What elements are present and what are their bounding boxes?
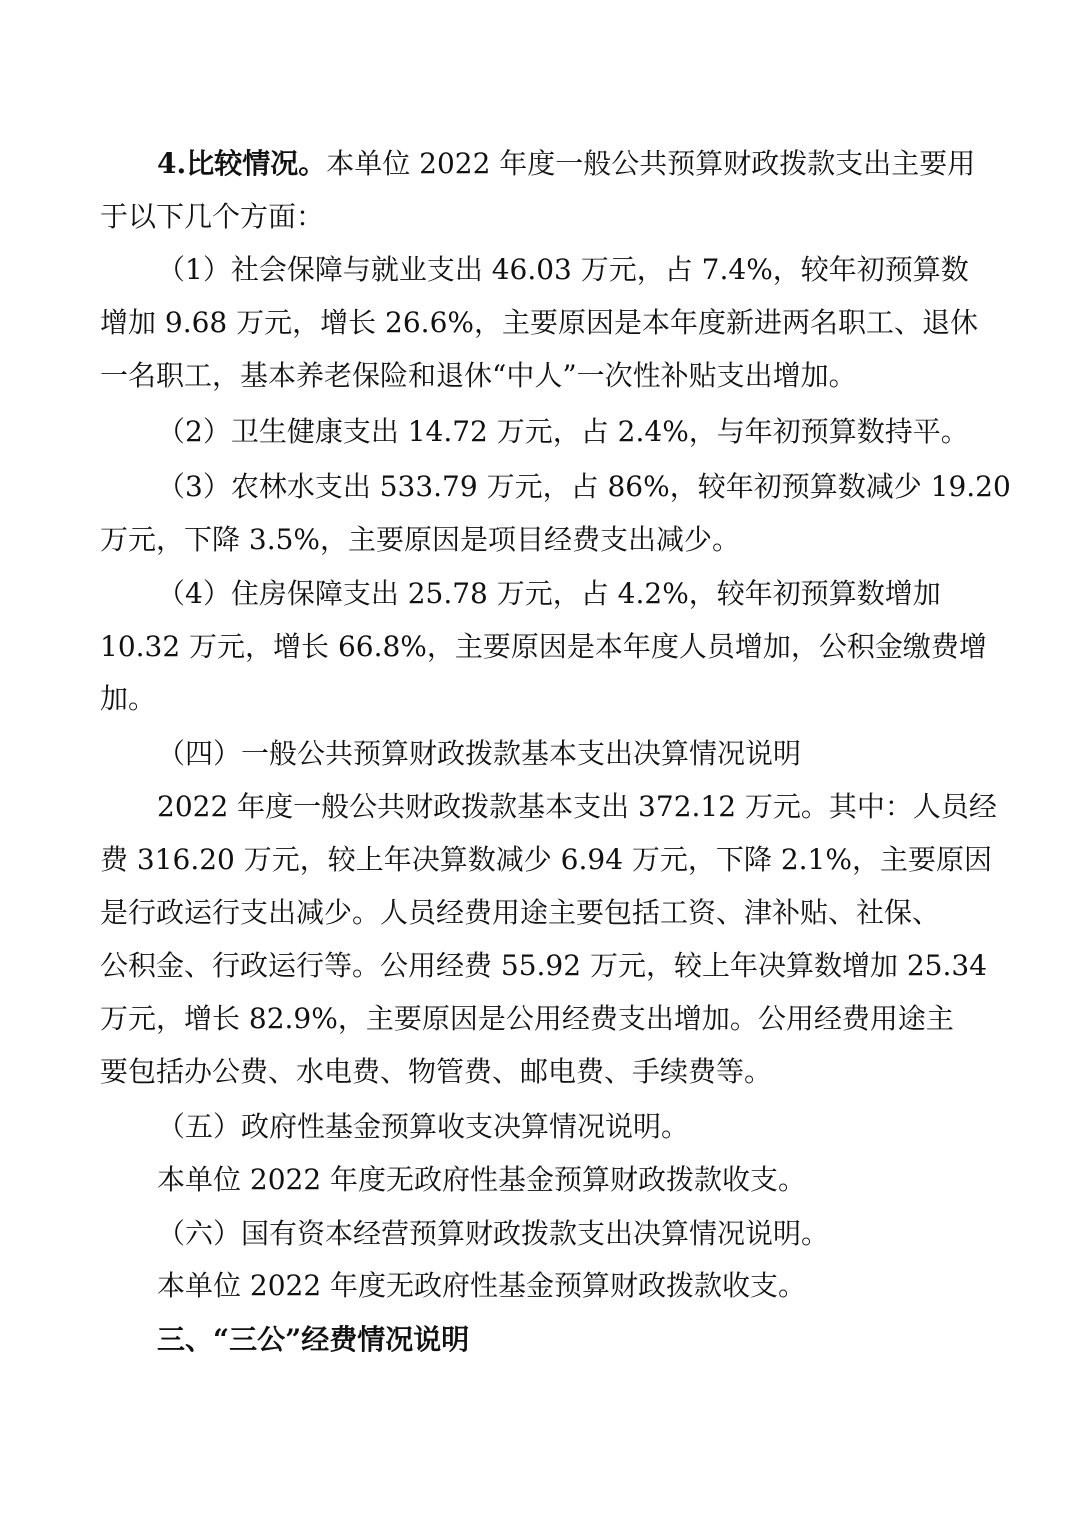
line-text: （3）农林水支出 533.79 万元，占 86%，较年初预算数减少 19.20 (157, 470, 1011, 503)
paragraph-line-13 (157, 787, 997, 827)
line-text: （2）卫生健康支出 14.72 万元，占 2.4%，与年初预算数持平。 (157, 415, 969, 448)
line-text: （4）住房保障支出 25.78 万元，占 4.2%，较年初预算数增加 (157, 577, 941, 610)
paragraph-line-9 (157, 574, 941, 614)
paragraph-line-10 (100, 627, 987, 667)
paragraph-line-11 (100, 679, 156, 719)
line-text: 三、“三公”经费情况说明 (157, 1323, 470, 1356)
line-text: 本单位 2022 年度无政府性基金预算财政拨款收支。 (157, 1163, 807, 1196)
paragraph-line-4 (100, 303, 978, 343)
line-text: 本单位 2022 年度无政府性基金预算财政拨款收支。 (157, 1269, 807, 1302)
section-heading-comparison: 4.比较情况。 (157, 147, 327, 180)
paragraph-line-1 (157, 144, 975, 184)
paragraph-line-16 (100, 946, 987, 986)
line-text: 10.32 万元，增长 66.8%，主要原因是本年度人员增加，公积金缴费增 (100, 630, 987, 663)
section-heading-three-public (157, 1320, 469, 1360)
subsection-heading-basic-expenditure (157, 734, 801, 774)
paragraph-line-5 (100, 356, 857, 396)
line-text: 万元，增长 82.9%，主要原因是公用经费支出增加。公用经费用途主 (100, 1002, 954, 1035)
line-text: 于以下几个方面： (100, 200, 325, 233)
paragraph-line-17 (100, 999, 954, 1039)
line-text: 费 316.20 万元，较上年决算数减少 6.94 万元，下降 2.1%，主要原因 (100, 843, 992, 876)
line-text: 公积金、行政运行等。公用经费 55.92 万元，较上年决算数增加 25.34 (100, 949, 988, 982)
line-text: 要包括办公费、水电费、物管费、邮电费、手续费等。 (100, 1055, 773, 1088)
paragraph-line-18 (100, 1052, 772, 1092)
paragraph-line-15 (100, 893, 940, 933)
paragraph-line-14 (100, 840, 992, 880)
subsection-heading-state-capital (157, 1214, 829, 1254)
line-text: 万元，下降 3.5%，主要原因是项目经费支出减少。 (100, 523, 741, 556)
line-text: （四）一般公共预算财政拨款基本支出决算情况说明 (157, 737, 802, 770)
subsection-heading-government-fund (157, 1107, 689, 1147)
line-text: 是行政运行支出减少。人员经费用途主要包括工资、津补贴、社保、 (100, 896, 941, 929)
paragraph-line-20 (157, 1160, 806, 1200)
line-text: 加。 (100, 682, 157, 715)
line-text: 增加 9.68 万元，增长 26.6%，主要原因是本年度新进两名职工、退休 (100, 306, 978, 339)
line-text: 本单位 2022 年度一般公共预算财政拨款支出主要用 (326, 147, 976, 180)
paragraph-line-7 (157, 467, 1011, 507)
line-text: 2022 年度一般公共财政拨款基本支出 372.12 万元。其中：人员经 (157, 790, 997, 823)
line-text: （六）国有资本经营预算财政拨款支出决算情况说明。 (157, 1217, 830, 1250)
line-text: 一名职工，基本养老保险和退休“中人”一次性补贴支出增加。 (100, 359, 857, 392)
line-text: （五）政府性基金预算收支决算情况说明。 (157, 1110, 690, 1143)
paragraph-line-2 (100, 197, 324, 237)
paragraph-line-6 (157, 412, 969, 452)
line-text: （1）社会保障与就业支出 46.03 万元，占 7.4%，较年初预算数 (157, 253, 969, 286)
paragraph-line-8 (100, 520, 740, 560)
paragraph-line-22 (157, 1266, 806, 1306)
paragraph-line-3 (157, 250, 969, 290)
